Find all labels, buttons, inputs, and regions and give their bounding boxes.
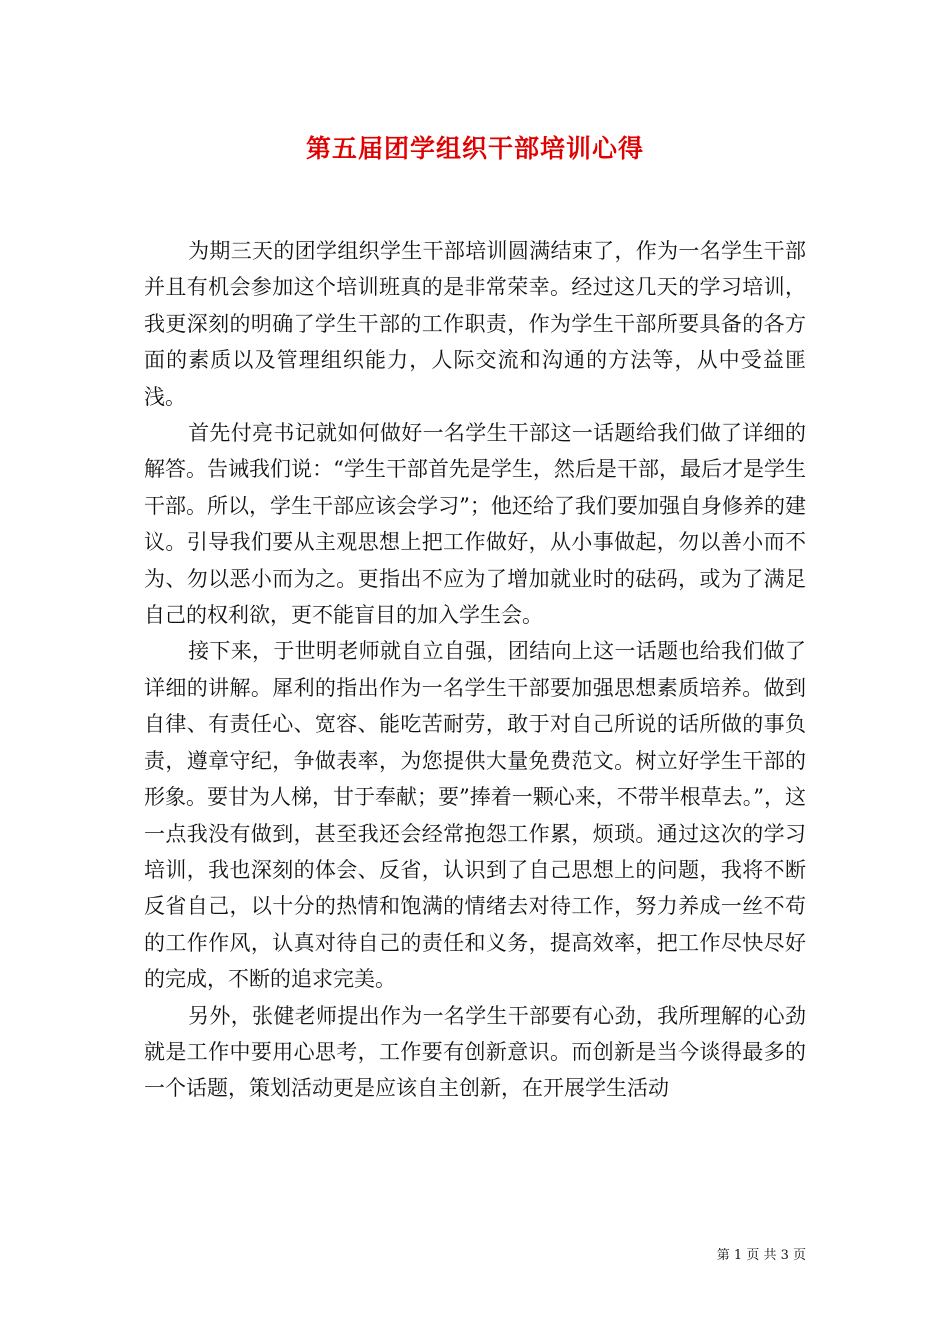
paragraph-3: 接下来，于世明老师就自立自强，团结向上这一话题也给我们做了详细的讲解。犀利的指出作为一名学生干部要加强思想素质培养。做到自律、有责任心、宽容、能吃苦耐劳，敢于对自己所说的话所做的事负责，遵章守纪，争做表率，为您提供大量免费范文。树立好学生干部的形象。要甘为人梯，甘于奉献；要”捧着一颗心来，不带半根草去。”，这一点我没有做到，甚至我还会经常抱怨工作累，烦琐。通过这次的学习培训，我也深刻的体会、反省，认识到了自己思想上的问题，我将不断反省自己，以十分的热情和饱满的情绪去对待工作，努力养成一丝不苟的工作作风，认真对待自己的责任和义务，提高效率，把工作尽快尽好的完成，不断的追求完美。 — [144, 639, 806, 992]
document-body — [144, 233, 806, 1107]
paragraph-4: 另外，张健老师提出作为一名学生干部要有心劲，我所理解的心劲就是工作中要用心思考，工作要有创新意识。而创新是当今谈得最多的一个话题，策划活动更是应该自主创新，在开展学生活动 — [144, 1003, 806, 1101]
paragraph-1: 为期三天的团学组织学生干部培训圆满结束了，作为一名学生干部并且有机会参加这个培训班真的是非常荣幸。经过这几天的学习培训，我更深刻的明确了学生干部的工作职责，作为学生干部所要具备的各方面的素质以及管理组织能力，人际交流和沟通的方法等，从中受益匪浅。 — [144, 239, 806, 409]
paragraph-2: 首先付亮书记就如何做好一名学生干部这一话题给我们做了详细的解答。告诫我们说：“学生干部首先是学生，然后是干部，最后才是学生干部。所以，学生干部应该会学习”；他还给了我们要加强自身修养的建议。引导我们要从主观思想上把工作做好，从小事做起，勿以善小而不为、勿以恶小而为之。更指出不应为了增加就业时的砝码，或为了满足自己的权利欲，更不能盲目的加入学生会。 — [144, 421, 806, 628]
page-footer — [717, 1247, 806, 1265]
document-title: 第五届团学组织干部培训心得 — [305, 134, 644, 163]
page-number-label: 第 1 页 共 3 页 — [716, 1248, 806, 1263]
